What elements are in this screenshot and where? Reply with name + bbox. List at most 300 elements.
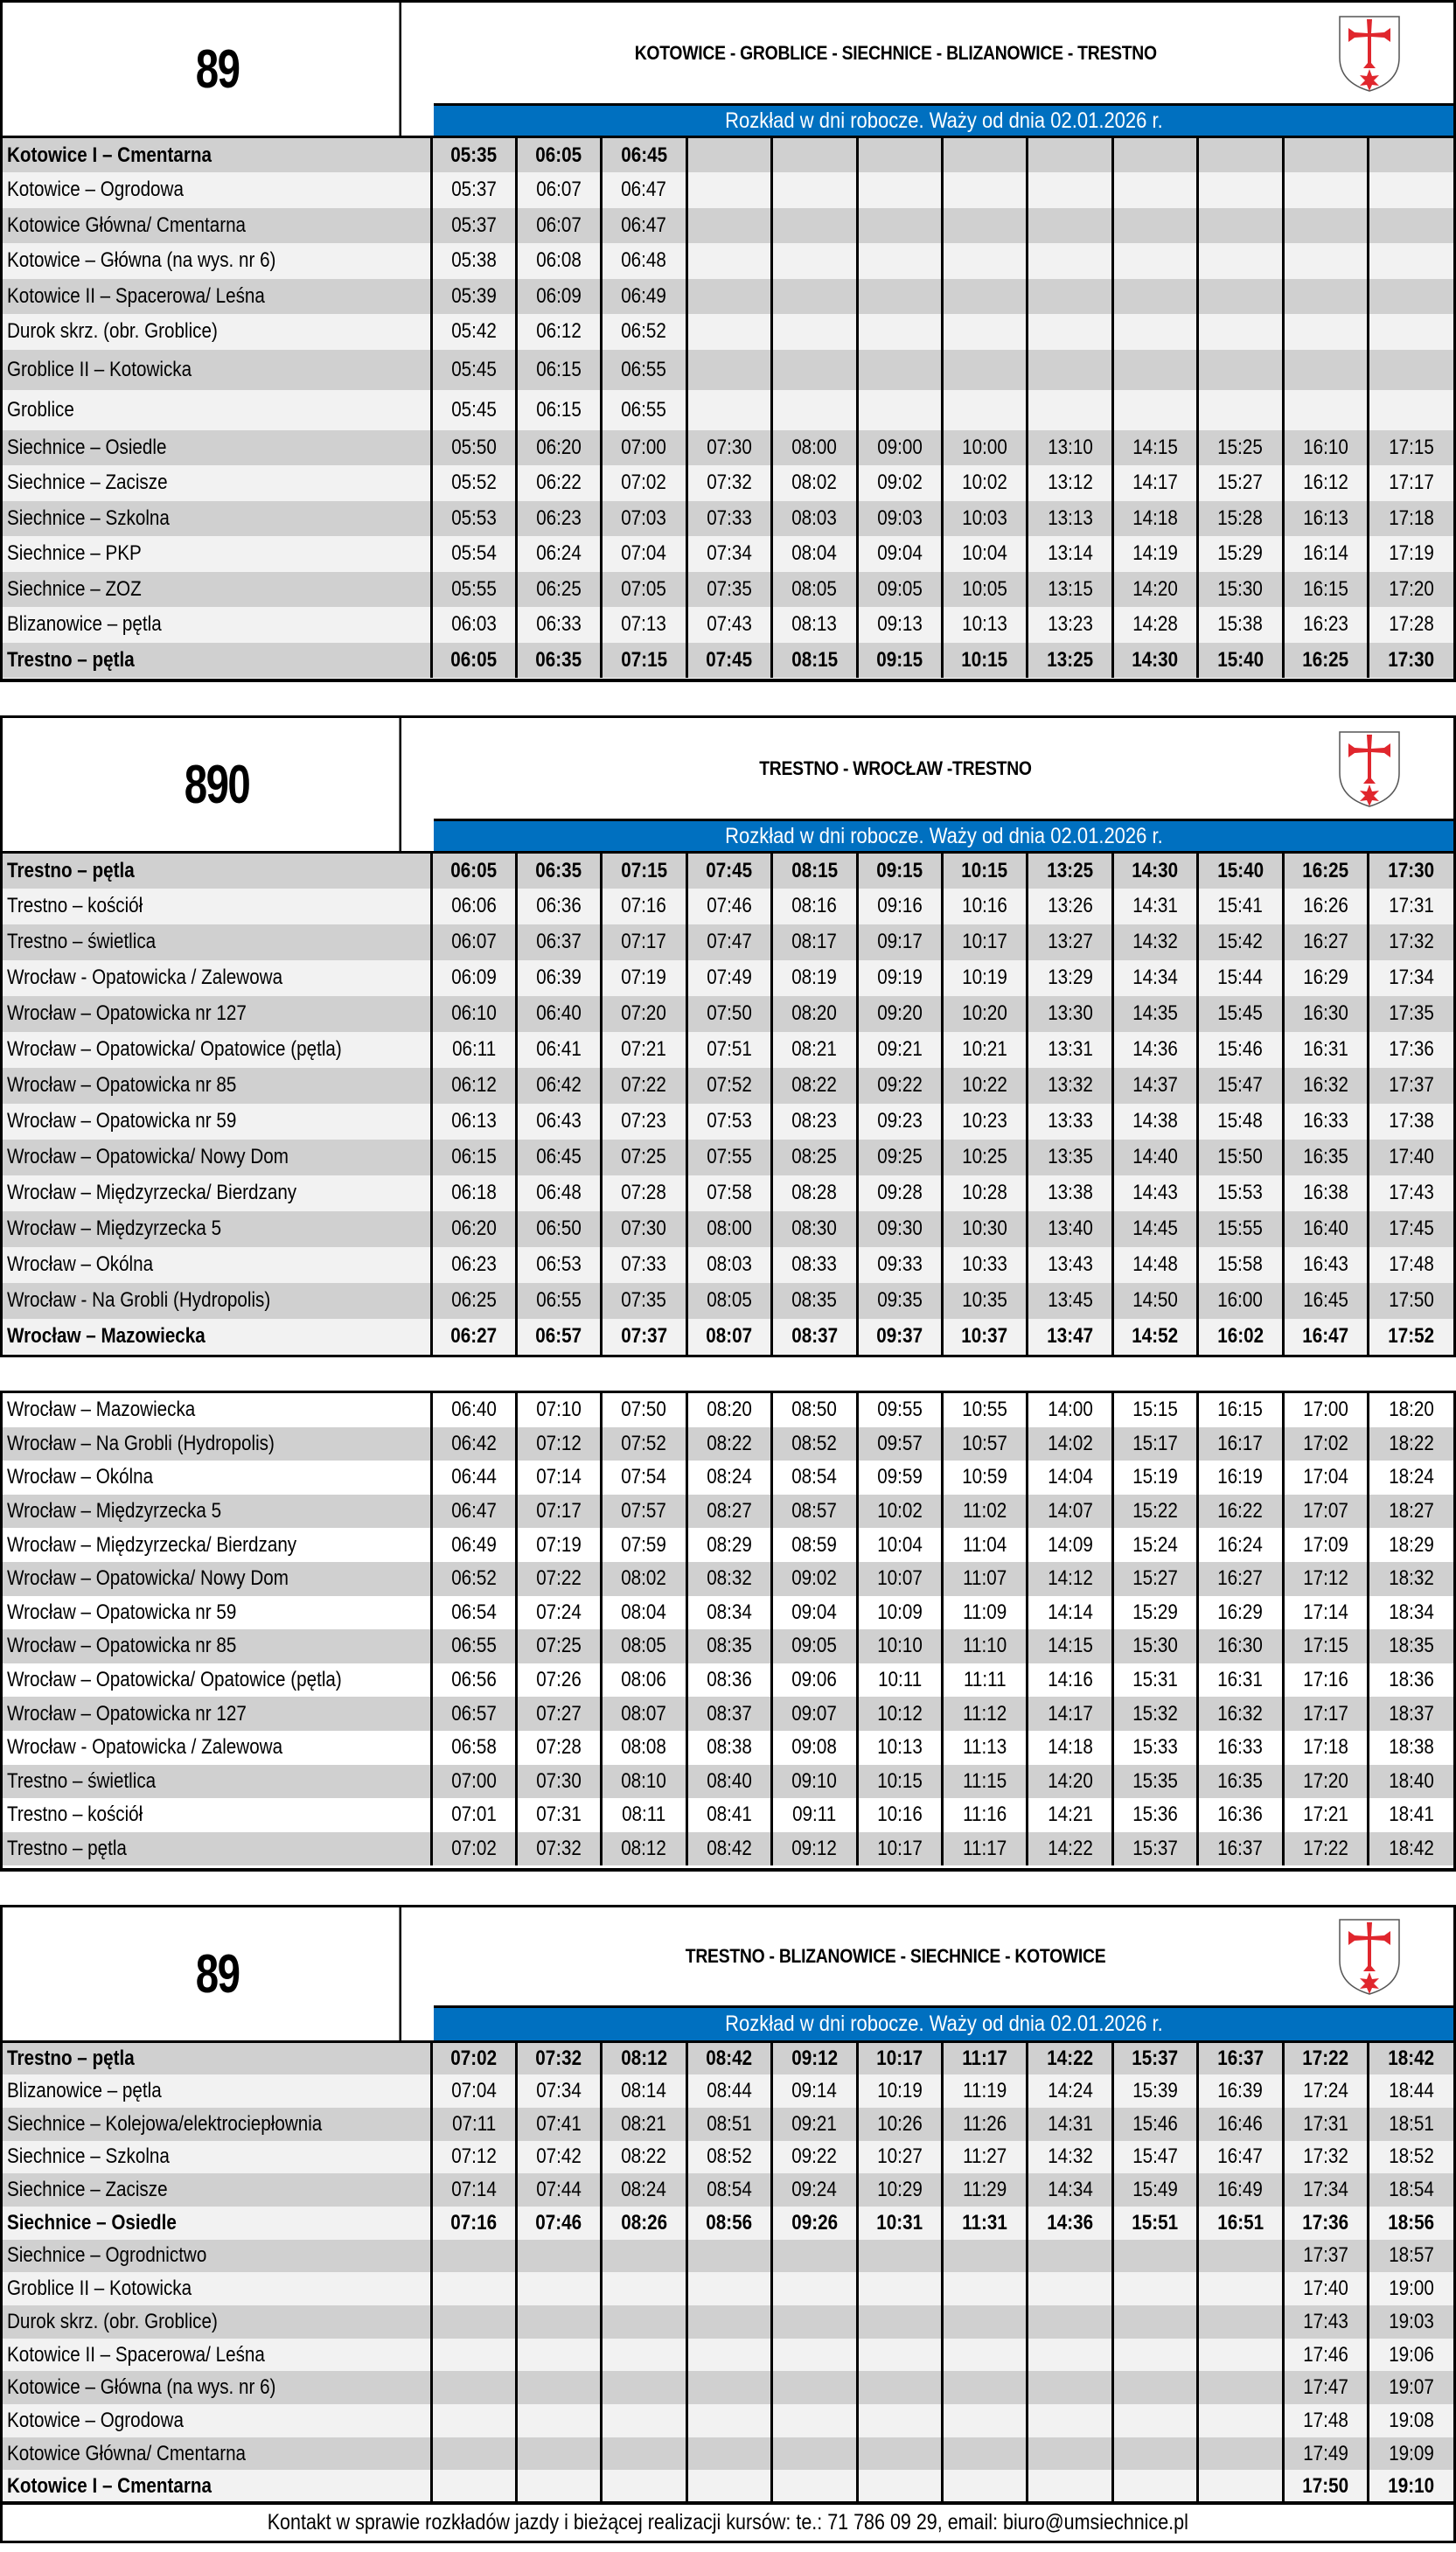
departure-time-text: 08:22: [791, 1073, 838, 1097]
departure-time-text: 15:31: [1132, 1668, 1178, 1692]
departure-time: [1028, 853, 1112, 889]
departure-time: [686, 572, 771, 608]
departure-time: [1112, 465, 1197, 501]
departure-time: [516, 1283, 601, 1319]
header-right: [434, 718, 1453, 851]
departure-time-text: 15:50: [1217, 1145, 1264, 1168]
departure-time-text: 06:54: [450, 1600, 497, 1624]
stop-name: [3, 279, 431, 315]
departure-time: [602, 314, 686, 350]
departure-time-text: 16:00: [1217, 1288, 1264, 1312]
departure-time-text: 06:22: [536, 471, 582, 495]
departure-time: [1198, 889, 1283, 924]
departure-time-text: 14:40: [1132, 1145, 1178, 1168]
departure-time: [942, 960, 1027, 996]
table-row: [3, 1175, 1453, 1211]
departure-time-text: 14:17: [1132, 471, 1178, 495]
departure-time-text: 15:19: [1132, 1465, 1178, 1489]
departure-time: [857, 1629, 942, 1663]
departure-time: [1283, 889, 1368, 924]
departure-time-text: 06:57: [450, 1701, 497, 1726]
departure-time: [686, 465, 771, 501]
departure-time: [431, 137, 516, 173]
schedule-table: [3, 136, 1453, 678]
departure-time-text: 08:10: [621, 1768, 667, 1793]
departure-time-text: 17:28: [1389, 612, 1434, 637]
departure-time-text: 09:06: [791, 1668, 838, 1692]
departure-time-text: 07:35: [707, 576, 752, 601]
departure-time-text: 07:44: [536, 2178, 582, 2202]
departure-time-text: 08:25: [791, 1145, 838, 1168]
departure-time: [686, 1461, 771, 1495]
departure-time: [516, 2141, 601, 2174]
departure-time: [772, 960, 857, 996]
departure-time-text: 08:51: [707, 2111, 752, 2136]
line-number-text: 89: [195, 38, 240, 100]
departure-time-text: 10:15: [961, 647, 1008, 672]
departure-time: [686, 1495, 771, 1529]
departure-time: [1028, 2074, 1112, 2108]
departure-time: [772, 2042, 857, 2075]
departure-time-text: 08:13: [791, 612, 838, 637]
departure-time-text: 15:48: [1217, 1109, 1264, 1133]
stop-name-text: Trestno – pętla: [7, 647, 135, 672]
departure-time: [1198, 2042, 1283, 2075]
departure-time: [1198, 2305, 1283, 2339]
departure-time: [1198, 2141, 1283, 2174]
timetable-header: [3, 1907, 1453, 2040]
departure-time: [1198, 1731, 1283, 1765]
departure-time-text: 08:54: [707, 2178, 752, 2202]
departure-time: [1112, 501, 1197, 537]
departure-time: [942, 2173, 1027, 2207]
departure-time-text: 08:32: [707, 1566, 752, 1591]
stop-name-text: Wrocław – Mazowiecka: [7, 1398, 196, 1422]
stop-name-text: Wrocław – Opatowicka nr 127: [7, 1701, 247, 1726]
route-title-box: [434, 718, 1453, 819]
departure-time: [942, 1562, 1027, 1596]
departure-time: [1283, 350, 1368, 390]
departure-time: [1112, 643, 1197, 679]
departure-time-text: 09:03: [876, 506, 923, 530]
departure-time: [1283, 1140, 1368, 1175]
departure-time: [431, 2042, 516, 2075]
departure-time-text: 14:00: [1047, 1398, 1093, 1422]
departure-time-text: 10:37: [961, 1324, 1008, 1348]
validity-text: Rozkład w dni robocze. Waży od dnia 02.01.2026 r.: [724, 823, 1163, 848]
departure-time-text: 06:49: [450, 1532, 497, 1557]
departure-time: [602, 2371, 686, 2404]
departure-time-text: 09:13: [876, 612, 923, 637]
departure-time-text: 15:24: [1132, 1532, 1178, 1557]
departure-time: [686, 1283, 771, 1319]
stop-name-text: Trestno – świetlica: [7, 930, 157, 953]
departure-time: [686, 2108, 771, 2141]
departure-time-text: 07:17: [621, 930, 667, 953]
departure-time-text: 06:49: [621, 283, 667, 308]
departure-time: [1198, 2074, 1283, 2108]
departure-time-text: 14:09: [1047, 1532, 1093, 1557]
departure-time-text: 13:27: [1047, 930, 1093, 953]
stop-name: [3, 572, 431, 608]
departure-time-text: 16:47: [1302, 1324, 1349, 1348]
departure-time-text: 16:23: [1302, 612, 1348, 637]
departure-time: [431, 1798, 516, 1832]
departure-time: [602, 2173, 686, 2207]
departure-time-text: 09:28: [876, 1181, 923, 1204]
stop-name: [3, 1283, 431, 1319]
departure-time: [1198, 2437, 1283, 2471]
departure-time: [431, 1319, 516, 1355]
departure-time-text: 15:30: [1217, 576, 1264, 601]
departure-time-text: 14:20: [1047, 1768, 1093, 1793]
departure-time-text: 10:02: [876, 1499, 923, 1524]
stop-name: [3, 2272, 431, 2305]
departure-time: [1198, 572, 1283, 608]
departure-time-text: 11:09: [963, 1600, 1007, 1624]
departure-time: [1283, 1283, 1368, 1319]
table-row: [3, 2371, 1453, 2404]
departure-time-text: 16:26: [1302, 894, 1348, 917]
departure-time: [1198, 536, 1283, 572]
departure-time: [516, 465, 601, 501]
departure-time-text: 15:33: [1132, 1735, 1178, 1760]
departure-time: [1368, 960, 1453, 996]
stop-name: [3, 1562, 431, 1596]
stop-name: [3, 2141, 431, 2174]
header-right: [434, 1907, 1453, 2040]
departure-time-text: 06:07: [450, 930, 497, 953]
departure-time: [1368, 2240, 1453, 2273]
departure-time: [516, 2305, 601, 2339]
departure-time: [1112, 1562, 1197, 1596]
departure-time: [1028, 1427, 1112, 1461]
departure-time: [1368, 1393, 1453, 1427]
line-number: [35, 3, 401, 136]
departure-time: [857, 1765, 942, 1799]
departure-time: [1368, 208, 1453, 244]
departure-time-text: 08:05: [707, 1288, 752, 1312]
departure-time-text: 07:28: [536, 1735, 582, 1760]
departure-time: [602, 2108, 686, 2141]
departure-time: [857, 889, 942, 924]
departure-time-text: 08:42: [707, 1837, 752, 1861]
departure-time: [1283, 279, 1368, 315]
departure-time: [1368, 137, 1453, 173]
departure-time: [1028, 1731, 1112, 1765]
departure-time: [516, 1032, 601, 1068]
departure-time: [516, 1629, 601, 1663]
stop-name-text: Siechnice – Zacisze: [7, 2178, 168, 2202]
departure-time: [1028, 2404, 1112, 2437]
departure-time-text: 18:29: [1389, 1532, 1434, 1557]
departure-time: [942, 1032, 1027, 1068]
departure-time: [942, 1393, 1027, 1427]
departure-time: [686, 1211, 771, 1247]
departure-time: [857, 1596, 942, 1630]
departure-time: [686, 1104, 771, 1140]
departure-time: [602, 1798, 686, 1832]
stop-name: [3, 1596, 431, 1630]
departure-time-text: 10:26: [876, 2111, 923, 2136]
departure-time-text: 19:08: [1389, 2408, 1434, 2432]
departure-time-text: 06:05: [450, 858, 498, 882]
departure-time-text: 14:50: [1132, 1288, 1178, 1312]
departure-time-text: 17:15: [1302, 1634, 1348, 1658]
departure-time-text: 09:21: [876, 1037, 923, 1061]
table-row: [3, 2404, 1453, 2437]
departure-time: [1198, 1175, 1283, 1211]
stop-name-text: Kotowice I – Cmentarna: [7, 143, 212, 167]
departure-time: [1198, 243, 1283, 279]
stop-name: [3, 607, 431, 643]
stop-name: [3, 889, 431, 924]
departure-time: [431, 643, 516, 679]
departure-time-text: 18:44: [1389, 2079, 1434, 2103]
stop-name-text: Wrocław – Międzyrzecka 5: [7, 1217, 222, 1240]
departure-time-text: 08:11: [622, 1802, 666, 1827]
departure-time-text: 07:41: [536, 2111, 582, 2136]
departure-time-text: 06:07: [536, 178, 582, 202]
departure-time: [686, 1068, 771, 1104]
departure-time-text: 17:40: [1389, 1145, 1434, 1168]
table-row: [3, 572, 1453, 608]
departure-time-text: 06:15: [536, 397, 582, 422]
departure-time: [431, 1032, 516, 1068]
departure-time-text: 07:00: [621, 435, 667, 459]
departure-time-text: 18:42: [1389, 1837, 1434, 1861]
departure-time: [686, 889, 771, 924]
departure-time: [772, 1247, 857, 1283]
departure-time-text: 10:33: [962, 1252, 1007, 1276]
departure-time-text: 08:20: [791, 1001, 838, 1025]
departure-time-text: 16:49: [1217, 2178, 1264, 2202]
departure-time: [686, 1798, 771, 1832]
departure-time: [1028, 572, 1112, 608]
departure-time-text: 15:38: [1217, 612, 1264, 637]
departure-time-text: 14:48: [1132, 1252, 1178, 1276]
departure-time: [1368, 1247, 1453, 1283]
departure-time-text: 11:12: [963, 1701, 1007, 1726]
departure-time: [1028, 430, 1112, 466]
departure-time: [857, 960, 942, 996]
departure-time: [686, 2470, 771, 2503]
departure-time-text: 08:23: [791, 1109, 838, 1133]
departure-time: [686, 1596, 771, 1630]
route-title-box: [434, 3, 1453, 103]
departure-time: [857, 2141, 942, 2174]
departure-time-text: 09:30: [876, 1217, 923, 1240]
departure-time: [686, 1832, 771, 1866]
departure-time-text: 06:27: [450, 1324, 498, 1348]
departure-time: [1368, 1211, 1453, 1247]
stop-name-text: Wrocław – Mazowiecka: [7, 1324, 206, 1348]
departure-time: [772, 1068, 857, 1104]
departure-time-text: 18:56: [1388, 2210, 1435, 2235]
table-row: [3, 1283, 1453, 1319]
departure-time: [431, 2074, 516, 2108]
departure-time-text: 13:32: [1047, 1073, 1093, 1097]
departure-time: [1283, 1528, 1368, 1562]
departure-time: [1283, 1798, 1368, 1832]
departure-time: [602, 1175, 686, 1211]
departure-time: [516, 1211, 601, 1247]
departure-time-text: 07:05: [621, 576, 667, 601]
departure-time: [1028, 1629, 1112, 1663]
table-row: [3, 314, 1453, 350]
departure-time-text: 18:38: [1389, 1735, 1434, 1760]
departure-time: [772, 2108, 857, 2141]
departure-time-text: 08:52: [707, 2144, 752, 2169]
departure-time-text: 15:27: [1217, 471, 1264, 495]
departure-time-text: 06:20: [450, 1217, 497, 1240]
departure-time: [857, 2305, 942, 2339]
stop-name: [3, 1765, 431, 1799]
departure-time-text: 14:15: [1047, 1634, 1093, 1658]
departure-time: [686, 643, 771, 679]
departure-time: [857, 1104, 942, 1140]
stop-name-text: Durok skrz. (obr. Groblice): [7, 319, 218, 344]
departure-time: [1112, 350, 1197, 390]
departure-time-text: 09:04: [791, 1600, 838, 1624]
departure-time: [431, 1393, 516, 1427]
departure-time: [686, 1175, 771, 1211]
departure-time-text: 13:35: [1047, 1145, 1093, 1168]
departure-time: [1368, 1629, 1453, 1663]
schedule-table: [3, 851, 1453, 1355]
departure-time: [1368, 1427, 1453, 1461]
departure-time: [942, 1319, 1027, 1355]
departure-time: [431, 1104, 516, 1140]
departure-time-text: 14:12: [1047, 1566, 1093, 1591]
departure-time: [1028, 2173, 1112, 2207]
departure-time: [857, 1140, 942, 1175]
departure-time: [1198, 501, 1283, 537]
departure-time: [1283, 1629, 1368, 1663]
departure-time-text: 13:47: [1047, 1324, 1093, 1348]
departure-time-text: 06:45: [536, 1145, 582, 1168]
departure-time: [602, 1104, 686, 1140]
departure-time: [1112, 390, 1197, 430]
departure-time-text: 11:11: [963, 1668, 1007, 1692]
departure-time: [1198, 1461, 1283, 1495]
departure-time: [1368, 1697, 1453, 1731]
departure-time-text: 16:32: [1302, 1073, 1348, 1097]
departure-time: [1283, 2240, 1368, 2273]
departure-time: [1198, 1283, 1283, 1319]
departure-time-text: 17:22: [1302, 1837, 1348, 1861]
departure-time: [1028, 643, 1112, 679]
departure-time: [516, 1247, 601, 1283]
departure-time: [431, 889, 516, 924]
departure-time-text: 13:30: [1047, 1001, 1093, 1025]
departure-time: [1028, 1528, 1112, 1562]
departure-time-text: 07:32: [707, 471, 752, 495]
departure-time: [1283, 2173, 1368, 2207]
table-row: [3, 1562, 1453, 1596]
table-row: [3, 1032, 1453, 1068]
departure-time-text: 08:00: [791, 435, 838, 459]
departure-time-text: 07:04: [450, 2079, 497, 2103]
departure-time: [602, 2272, 686, 2305]
departure-time-text: 11:29: [963, 2178, 1007, 2202]
departure-time-text: 05:35: [450, 143, 498, 167]
departure-time: [1028, 2240, 1112, 2273]
departure-time: [431, 1211, 516, 1247]
departure-time-text: 05:50: [450, 435, 497, 459]
departure-time-text: 17:46: [1302, 2342, 1348, 2367]
departure-time: [1198, 1832, 1283, 1866]
departure-time-text: 17:04: [1302, 1465, 1348, 1489]
departure-time: [516, 208, 601, 244]
departure-time: [516, 2272, 601, 2305]
stop-name-text: Wrocław – Opatowicka/ Nowy Dom: [7, 1566, 289, 1591]
departure-time-text: 09:59: [876, 1465, 923, 1489]
departure-time: [431, 2207, 516, 2240]
departure-time: [1368, 1461, 1453, 1495]
departure-time: [516, 1731, 601, 1765]
line-number-text: 890: [184, 754, 250, 815]
departure-time: [1198, 607, 1283, 643]
departure-time: [772, 2305, 857, 2339]
departure-time: [857, 2240, 942, 2273]
stop-name: [3, 2470, 431, 2503]
table-row: [3, 960, 1453, 996]
departure-time: [602, 643, 686, 679]
departure-time: [431, 1175, 516, 1211]
departure-time: [942, 350, 1027, 390]
departure-time-text: 10:12: [876, 1701, 923, 1726]
departure-time: [942, 2272, 1027, 2305]
departure-time-text: 16:25: [1302, 647, 1349, 672]
stop-name: [3, 1032, 431, 1068]
departure-time: [857, 1247, 942, 1283]
departure-time-text: 18:42: [1388, 2046, 1435, 2071]
departure-time: [686, 2305, 771, 2339]
table-row: [3, 1528, 1453, 1562]
departure-time: [686, 2404, 771, 2437]
validity-text: Rozkład w dni robocze. Waży od dnia 02.01.2026 r.: [724, 2012, 1163, 2036]
departure-time-text: 09:02: [791, 1566, 838, 1591]
departure-time-text: 16:27: [1217, 1566, 1264, 1591]
departure-time: [1028, 1765, 1112, 1799]
departure-time: [686, 1319, 771, 1355]
stop-name-text: Siechnice – Osiedle: [7, 435, 167, 459]
departure-time: [1112, 2108, 1197, 2141]
departure-time-text: 14:16: [1047, 1668, 1093, 1692]
stop-name: [3, 2339, 431, 2372]
departure-time: [857, 853, 942, 889]
table-row: [3, 279, 1453, 315]
departure-time: [1198, 1032, 1283, 1068]
stop-name-text: Trestno – pętla: [7, 2046, 135, 2071]
departure-time: [942, 2207, 1027, 2240]
coat-of-arms-icon: [1336, 1917, 1403, 1996]
departure-time: [1368, 465, 1453, 501]
departure-time-text: 17:18: [1302, 1735, 1348, 1760]
departure-time-text: 07:11: [451, 2111, 496, 2136]
departure-time: [857, 2437, 942, 2471]
departure-time: [1112, 1247, 1197, 1283]
departure-time-text: 07:54: [621, 1465, 667, 1489]
departure-time-text: 15:29: [1132, 1600, 1178, 1624]
stop-name-text: Wrocław – Opatowicka nr 127: [7, 1001, 247, 1025]
departure-time: [857, 1562, 942, 1596]
departure-time-text: 17:22: [1302, 2046, 1349, 2071]
departure-time: [857, 1068, 942, 1104]
departure-time-text: 11:02: [963, 1499, 1007, 1524]
departure-time: [1028, 1283, 1112, 1319]
